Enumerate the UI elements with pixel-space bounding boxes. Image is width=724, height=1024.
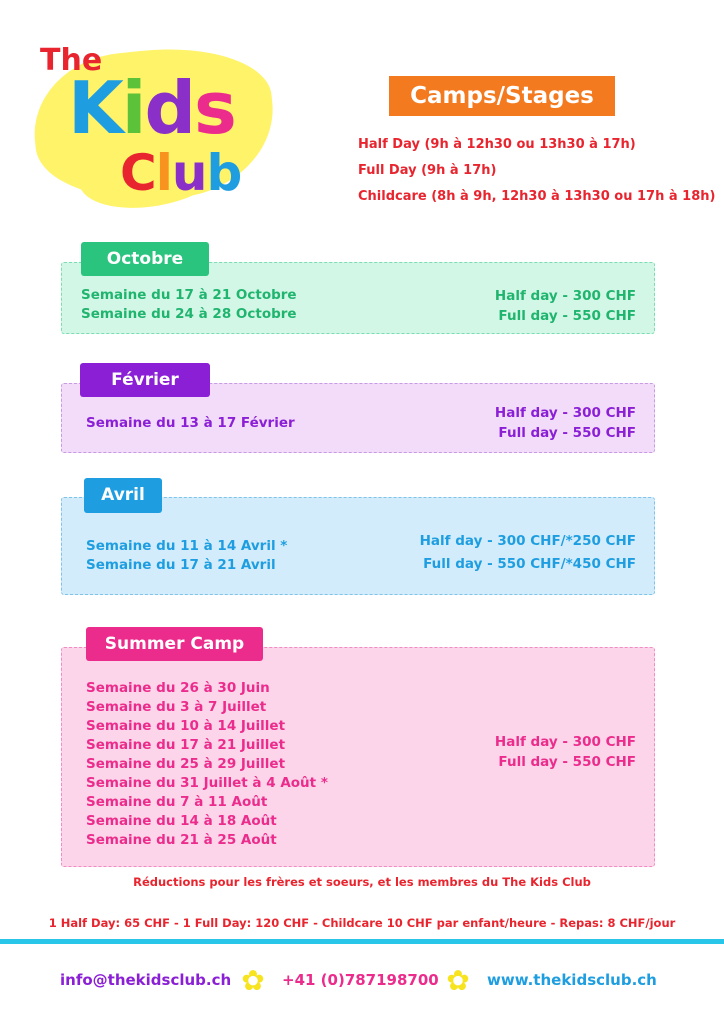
half-day-price: Half day - 300 CHF xyxy=(494,288,636,304)
logo-the: The xyxy=(40,43,103,78)
week-list xyxy=(86,537,287,575)
list-item: Semaine du 3 à 7 Juillet xyxy=(86,699,267,715)
logo-club: Club xyxy=(120,144,242,202)
full-day-price: Full day - 550 CHF/*450 CHF xyxy=(423,556,636,572)
divider-bar xyxy=(0,939,724,944)
full-day-price: Full day - 550 CHF xyxy=(498,754,636,770)
list-item: Semaine du 10 à 14 Juillet xyxy=(86,718,286,734)
week-list xyxy=(86,414,295,433)
price-list xyxy=(495,732,636,772)
full-day-hours: Full Day (9h à 17h) xyxy=(358,163,497,178)
half-day-price: Half day - 300 CHF xyxy=(494,734,636,750)
email-link[interactable]: info@thekidsclub.ch xyxy=(60,971,232,989)
flower-icon: ✿ xyxy=(446,964,470,997)
half-day-price: Half day - 300 CHF xyxy=(494,405,636,421)
price-list xyxy=(420,530,636,576)
half-day-price: Half day - 300 CHF/*250 CHF xyxy=(419,533,636,549)
flower-icon: ✿ xyxy=(241,964,265,997)
schedule-info xyxy=(358,132,715,210)
list-item: Semaine du 14 à 18 Août xyxy=(86,813,277,829)
full-day-price: Full day - 550 CHF xyxy=(498,308,636,324)
list-item: Semaine du 21 à 25 Août xyxy=(86,832,277,848)
page-title: Camps/Stages xyxy=(389,76,615,116)
list-item: Semaine du 26 à 30 Juin xyxy=(86,680,270,696)
section-label-octobre: Octobre xyxy=(81,242,209,276)
website-link[interactable]: www.thekidsclub.ch xyxy=(487,971,657,989)
discount-note: Réductions pour les frères et soeurs, et les membres du The Kids Club xyxy=(133,875,591,889)
list-item: Semaine du 17 à 21 Octobre xyxy=(81,287,297,303)
half-day-hours: Half Day (9h à 12h30 ou 13h30 à 17h) xyxy=(358,137,636,152)
logo-kids: Kids xyxy=(68,66,235,150)
week-list xyxy=(86,679,328,850)
list-item: Semaine du 25 à 29 Juillet xyxy=(86,756,286,772)
section-label-summer-camp: Summer Camp xyxy=(86,627,263,661)
price-list xyxy=(495,403,636,443)
kids-club-logo xyxy=(28,36,278,211)
week-list xyxy=(81,286,297,324)
list-item: Semaine du 31 Juillet à 4 Août * xyxy=(86,775,328,791)
price-list xyxy=(495,286,636,326)
list-item: Semaine du 24 à 28 Octobre xyxy=(81,306,297,322)
list-item: Semaine du 17 à 21 Juillet xyxy=(86,737,286,753)
list-item: Semaine du 11 à 14 Avril * xyxy=(86,538,288,554)
phone-number: +41 (0)787198700 xyxy=(282,971,439,989)
list-item: Semaine du 13 à 17 Février xyxy=(86,415,295,431)
childcare-hours: Childcare (8h à 9h, 12h30 à 13h30 ou 17h à 18h) xyxy=(358,189,716,204)
section-label-fevrier: Février xyxy=(80,363,210,397)
section-label-avril: Avril xyxy=(84,478,162,513)
rates-note: 1 Half Day: 65 CHF - 1 Full Day: 120 CHF - Childcare 10 CHF par enfant/heure - Repas: 8 CHF/jour xyxy=(48,916,676,930)
list-item: Semaine du 7 à 11 Août xyxy=(86,794,268,810)
list-item: Semaine du 17 à 21 Avril xyxy=(86,557,276,573)
full-day-price: Full day - 550 CHF xyxy=(498,425,636,441)
